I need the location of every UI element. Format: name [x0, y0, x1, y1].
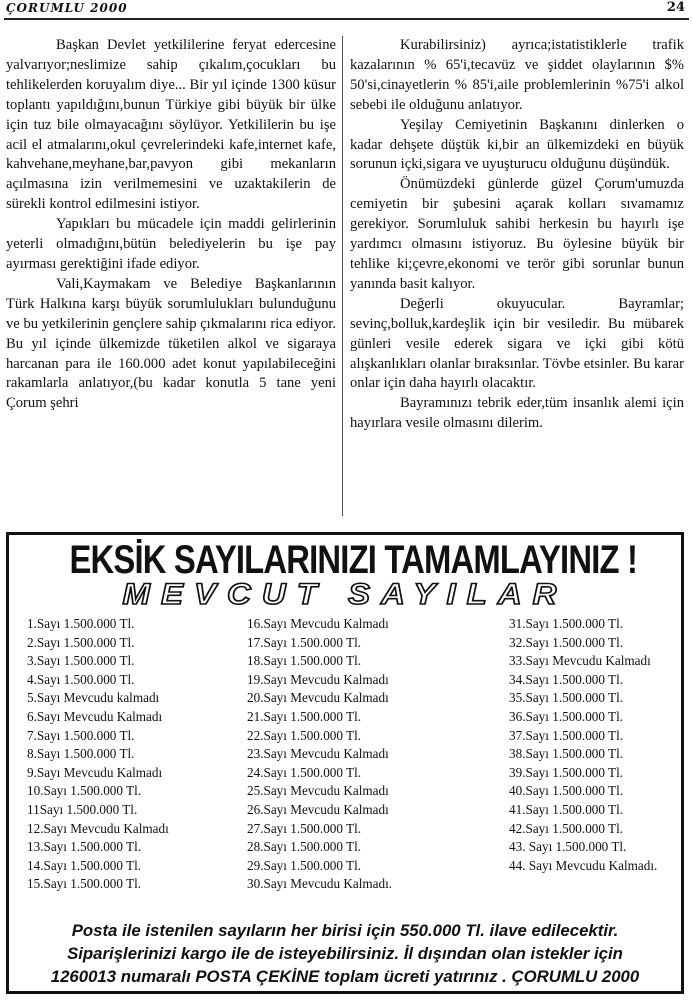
issue-item: 1.Sayı 1.500.000 Tl. — [27, 616, 135, 631]
header-rule — [4, 18, 689, 20]
issue-item: 19.Sayı Mevcudu Kalmadı — [247, 671, 389, 687]
article-paragraph: Kurabilirsiniz) ayrıca;istatistiklerle trafik kazalarının % 65'i,tecavüz ve şiddet olaylarının $% 50'si,cinayetlerin % 85'i,aile problemlerinin %75'i alkol sebebi ile olduğunu anlatıyor. — [350, 37, 684, 113]
issue-item: 26.Sayı Mevcudu Kalmadı — [247, 801, 389, 817]
issue-item: 11Sayı 1.500.000 Tl. — [27, 801, 138, 817]
article-paragraph: Önümüzdeki günlerde güzel Çorum'umuzda cemiyetin bir şubesini açarak kolları sıvamamız gerekiyor. Sorumluluk sahibi herkesin bu hayırlı işe yardımcı olmasını istiyoruz. Bu öylesine büyük bir tehlike ki;çevre,ekonomi ve terör gibi sorunlar bunun yanında basit kalıyor. — [350, 176, 684, 292]
issue-item: 31.Sayı 1.500.000 Tl. — [509, 616, 624, 631]
issue-item: 25.Sayı Mevcudu Kalmadı — [247, 783, 389, 799]
issues-column-1 — [27, 615, 169, 894]
issue-item: 34.Sayı 1.500.000 Tl. — [509, 671, 624, 687]
issue-item: 3.Sayı 1.500.000 Tl. — [27, 653, 135, 669]
advert-headline: EKSİK SAYILARINIZI TAMAMLAYINIZ ! — [69, 538, 638, 582]
issue-item: 29.Sayı 1.500.000 Tl. — [247, 857, 362, 873]
issue-item: 9.Sayı Mevcudu Kalmadı — [27, 764, 163, 780]
article-paragraph: Yeşilay Cemiyetinin Başkanını dinlerken o kadar dehşete düştük ki,bir an ülkemizdeki en büyük sorunun içki,sigara ve uyuşturucu olduğunu düşündük. — [350, 116, 684, 173]
issue-item: 8.Sayı 1.500.000 Tl. — [27, 746, 135, 762]
issue-item: 2.Sayı 1.500.000 Tl. — [27, 634, 135, 650]
issue-item: 10.Sayı 1.500.000 Tl. — [27, 783, 142, 799]
issue-item: 43. Sayı 1.500.000 Tl. — [509, 839, 627, 855]
issue-item: 14.Sayı 1.500.000 Tl. — [27, 857, 142, 873]
article-paragraph: Başkan Devlet yetkililerine feryat edercesine yalvarıyor;neslimize sahip çıkalım,çocukları bu tehlikelerden koruyalım diye... Bir yıl içinde 1300 küsur toplantı yapıldığını,bunun Türkiye gibi büyük bir ülke için tuz bile olmayacağını söylüyor. Yetkililerin bu işe acil el atmalarını,okul çevrelerindeki kafe,internet kafe, kahvehane,meyhane,bar,pavyon gibi mekanların açılmasına izin verilmemesini ve uzaktakilerin de sürekli kontrol edilmesini istiyor. — [6, 37, 336, 213]
issue-item: 24.Sayı 1.500.000 Tl. — [247, 764, 362, 780]
page-number: 24 — [666, 0, 685, 15]
issue-item: 42.Sayı 1.500.000 Tl. — [509, 820, 624, 836]
issue-item: 22.Sayı 1.500.000 Tl. — [247, 727, 362, 743]
article-paragraph: Yapıkları bu mücadele için maddi gelirlerinin yeterli olmadığını,bütün belediyelerin bu işe pay ayırması gerektiğini ifade ediyor. — [6, 216, 336, 272]
issue-item: 5.Sayı Mevcudu kalmadı — [27, 690, 160, 706]
issues-column-3 — [509, 615, 657, 875]
issue-item: 32.Sayı 1.500.000 Tl. — [509, 634, 624, 650]
issue-item: 33.Sayı Mevcudu Kalmadı — [509, 653, 651, 669]
article-left-column — [6, 36, 336, 414]
issue-item: 23.Sayı Mevcudu Kalmadı — [247, 746, 389, 762]
issue-item: 16.Sayı Mevcudu Kalmadı — [247, 616, 389, 631]
issue-item: 38.Sayı 1.500.000 Tl. — [509, 746, 624, 762]
issue-item: 17.Sayı 1.500.000 Tl. — [247, 634, 362, 650]
order-line: Posta ile istenilen sayıların her birisi için 550.000 Tl. ilave edilecektir. — [71, 921, 619, 940]
page-header — [0, 0, 693, 20]
issue-item: 18.Sayı 1.500.000 Tl. — [247, 653, 362, 669]
issue-item: 30.Sayı Mevcudu Kalmadı. — [247, 876, 393, 892]
issue-item: 27.Sayı 1.500.000 Tl. — [247, 820, 362, 836]
issue-item: 7.Sayı 1.500.000 Tl. — [27, 727, 135, 743]
advert-subheadline: MEVCUT SAYILAR — [122, 578, 568, 611]
issue-item: 12.Sayı Mevcudu Kalmadı — [27, 820, 169, 836]
article-paragraph: Vali,Kaymakam ve Belediye Başkanlarının Türk Halkına karşı büyük sorumlulukları bulunduğunu ve bu yetkilerinin gençlere sahip çıkmalarını rica ediyor. Bu yıl içinde ülkemizde tüketilen alkol ve sigaraya harcanan para ile 160.000 adet konut yapılabileceğini rakamlarla anlatıyor,(bu kadar konutla 5 tane yeni Çorum şehri — [6, 275, 336, 412]
issue-item: 6.Sayı Mevcudu Kalmadı — [27, 708, 163, 724]
issue-item: 37.Sayı 1.500.000 Tl. — [509, 727, 624, 743]
issue-item: 13.Sayı 1.500.000 Tl. — [27, 839, 142, 855]
issues-column-2 — [247, 615, 392, 894]
issue-item: 36.Sayı 1.500.000 Tl. — [509, 708, 624, 724]
order-line: Siparişlerinizi kargo ile de isteyebilirsiniz. İl dışından olan istekler için — [67, 944, 623, 963]
issue-item: 28.Sayı 1.500.000 Tl. — [247, 839, 362, 855]
back-issues-advert — [6, 532, 684, 994]
issue-item: 4.Sayı 1.500.000 Tl. — [27, 671, 135, 687]
article-paragraph: Değerli okuyucular. Bayramlar; sevinç,bolluk,kardeşlik için bir vesiledir. Bu mübarek günleri vesile ederek sigara ve içki gibi kötü alışkanlıkları olanlar bıraksınlar. Tövbe etsinler. Bu karar onlar için daha hayırlı olacaktır. — [350, 295, 684, 392]
column-divider — [342, 36, 343, 516]
issue-item: 40.Sayı 1.500.000 Tl. — [509, 783, 624, 799]
order-line: 1260013 numaralı POSTA ÇEKİNE toplam ücreti yatırınız . ÇORUMLU 2000 — [50, 967, 640, 986]
issue-item: 35.Sayı 1.500.000 Tl. — [509, 690, 624, 706]
issue-item: 15.Sayı 1.500.000 Tl. — [27, 876, 142, 892]
issue-item: 39.Sayı 1.500.000 Tl. — [509, 764, 624, 780]
article-paragraph: Bayramınızı tebrik eder,tüm insanlık alemi için hayırlara vesile olmasını dilerim. — [350, 395, 684, 432]
article-right-column — [350, 36, 684, 434]
issue-item: 20.Sayı Mevcudu Kalmadı — [247, 690, 389, 706]
order-instructions — [9, 919, 681, 988]
issue-item: 44. Sayı Mevcudu Kalmadı. — [509, 857, 658, 873]
issue-item: 21.Sayı 1.500.000 Tl. — [247, 708, 362, 724]
issue-item: 41.Sayı 1.500.000 Tl. — [509, 801, 624, 817]
magazine-title: ÇORUMLU 2000 — [6, 1, 128, 15]
